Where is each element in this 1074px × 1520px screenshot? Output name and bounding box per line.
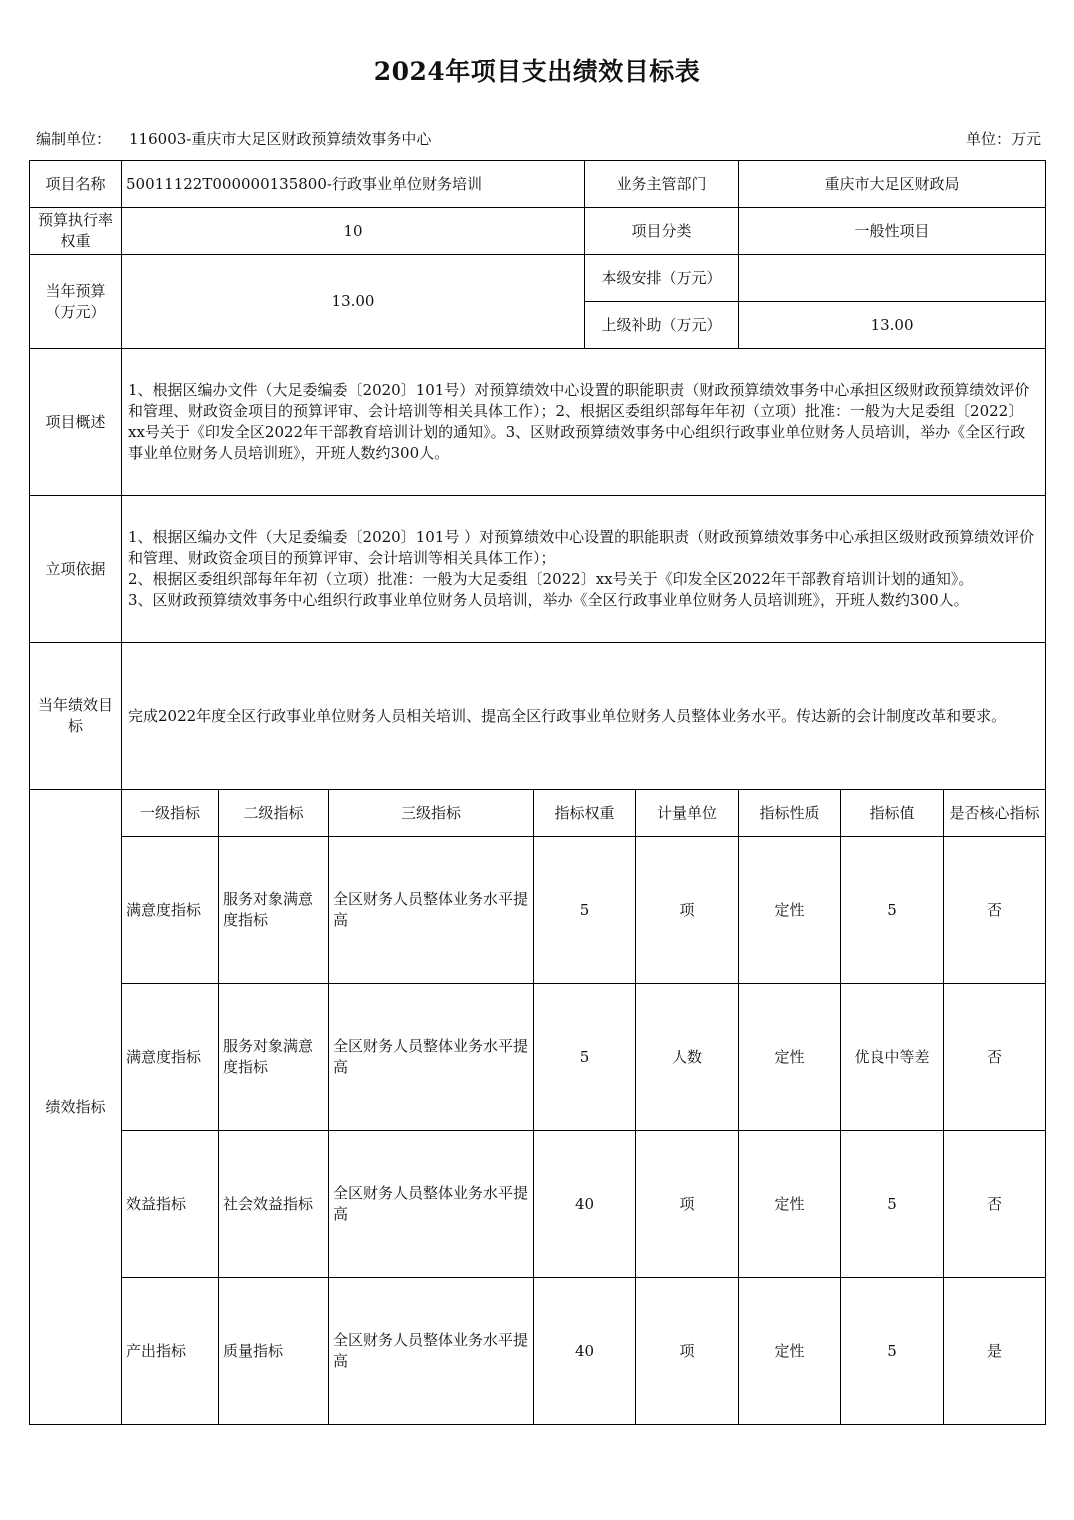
basis-line: 1、根据区编办文件（大足委编委〔2020〕101号 ）对预算绩效中心设置的职能职责（财政预算绩效事务中心承担区级财政预算绩效评价和管理、财政资金项目的预算评审、会计培训等相关具体工作）； [128, 528, 1035, 567]
col-header: 指标性质 [739, 790, 841, 837]
cell-value: 5 [841, 837, 944, 984]
dept-label: 业务主管部门 [585, 161, 739, 208]
org-label: 编制单位： [36, 130, 112, 148]
cell-value: 优良中等差 [841, 984, 944, 1131]
dept-value: 重庆市大足区财政局 [739, 161, 1046, 208]
upper-label: 上级补助（万元） [585, 302, 739, 349]
basis-line: 3、区财政预算绩效事务中心组织行政事业单位财务人员培训，举办《全区行政事业单位财务人员培训班》，开班人数约300人。 [128, 591, 969, 609]
cell-weight: 40 [534, 1278, 636, 1425]
local-label: 本级安排（万元） [585, 255, 739, 302]
cell-level1: 满意度指标 [122, 837, 219, 984]
cell-level3: 全区财务人员整体业务水平提高 [329, 984, 534, 1131]
overview-text: 1、根据区编办文件（大足委编委〔2020〕101号）对预算绩效中心设置的职能职责（财政预算绩效事务中心承担区级财政预算绩效评价和管理、财政资金项目的预算评审、会计培训等相关具体工作）；2、根据区委组织部每年年初（立项）批准：一般为大足委组〔2022〕xx号关于《印发全区2022年干部教育培训计划的通知》。3、区财政预算绩效事务中心组织行政事业单位财务人员培训，举办《全区行政事业单位财务人员培训班》，开班人数约300人。 [122, 349, 1046, 496]
cell-level1: 满意度指标 [122, 984, 219, 1131]
cell-core: 否 [944, 1131, 1046, 1278]
table-row [30, 1278, 1046, 1425]
col-header: 三级指标 [329, 790, 534, 837]
org-line [36, 128, 431, 149]
cell-unit: 项 [636, 837, 739, 984]
cell-core: 否 [944, 984, 1046, 1131]
basis-text [122, 496, 1046, 643]
cell-nature: 定性 [739, 984, 841, 1131]
weight-value: 10 [122, 208, 585, 255]
goal-label: 当年绩效目标 [30, 643, 122, 790]
basis-label: 立项依据 [30, 496, 122, 643]
col-header: 指标权重 [534, 790, 636, 837]
local-value [739, 255, 1046, 302]
budget-label: 当年预算（万元） [30, 255, 122, 349]
cell-unit: 人数 [636, 984, 739, 1131]
table-row [30, 1131, 1046, 1278]
project-name-value: 50011122T000000135800-行政事业单位财务培训 [122, 161, 585, 208]
cell-weight: 5 [534, 984, 636, 1131]
unit-label: 单位：万元 [965, 130, 1041, 148]
cell-level3: 全区财务人员整体业务水平提高 [329, 837, 534, 984]
upper-value: 13.00 [739, 302, 1046, 349]
cell-unit: 项 [636, 1278, 739, 1425]
cell-level2: 社会效益指标 [219, 1131, 329, 1278]
col-header: 一级指标 [122, 790, 219, 837]
table-row [30, 984, 1046, 1131]
cell-level1: 产出指标 [122, 1278, 219, 1425]
cell-unit: 项 [636, 1131, 739, 1278]
page-title: 2024年项目支出绩效目标表 [373, 57, 701, 86]
cell-level2: 服务对象满意度指标 [219, 984, 329, 1131]
cell-core: 是 [944, 1278, 1046, 1425]
cell-nature: 定性 [739, 837, 841, 984]
basis-line: 2、根据区委组织部每年年初（立项）批准：一般为大足委组〔2022〕xx号关于《印发全区2022年干部教育培训计划的通知》。 [128, 570, 974, 588]
cell-value: 5 [841, 1278, 944, 1425]
cell-level2: 质量指标 [219, 1278, 329, 1425]
cell-level3: 全区财务人员整体业务水平提高 [329, 1278, 534, 1425]
col-header: 二级指标 [219, 790, 329, 837]
cell-level2: 服务对象满意度指标 [219, 837, 329, 984]
table-row [30, 837, 1046, 984]
cell-value: 5 [841, 1131, 944, 1278]
category-label: 项目分类 [585, 208, 739, 255]
cell-weight: 40 [534, 1131, 636, 1278]
cell-level1: 效益指标 [122, 1131, 219, 1278]
col-header: 计量单位 [636, 790, 739, 837]
cell-nature: 定性 [739, 1278, 841, 1425]
goal-text: 完成2022年度全区行政事业单位财务人员相关培训、提高全区行政事业单位财务人员整体业务水平。传达新的会计制度改革和要求。 [122, 643, 1046, 790]
cell-core: 否 [944, 837, 1046, 984]
indicators-label: 绩效指标 [30, 790, 122, 1425]
col-header: 指标值 [841, 790, 944, 837]
org-value: 116003-重庆市大足区财政预算绩效事务中心 [129, 130, 432, 148]
overview-label: 项目概述 [30, 349, 122, 496]
budget-value: 13.00 [122, 255, 585, 349]
cell-weight: 5 [534, 837, 636, 984]
cell-nature: 定性 [739, 1131, 841, 1278]
performance-table [29, 160, 1046, 1425]
project-name-label: 项目名称 [30, 161, 122, 208]
weight-label: 预算执行率权重 [30, 208, 122, 255]
col-header: 是否核心指标 [944, 790, 1046, 837]
cell-level3: 全区财务人员整体业务水平提高 [329, 1131, 534, 1278]
category-value: 一般性项目 [739, 208, 1046, 255]
